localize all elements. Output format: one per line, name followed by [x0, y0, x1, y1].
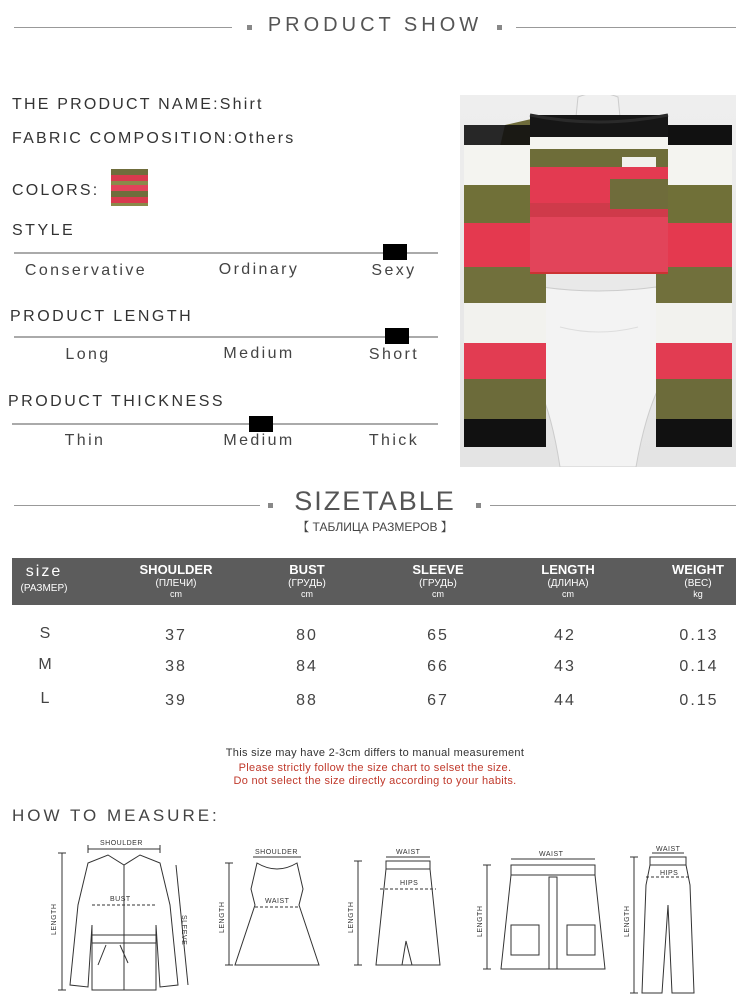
header-size — [12, 558, 76, 594]
row-s-sleeve: 65 — [427, 627, 449, 644]
jacket-length-label: LENGTH — [51, 903, 58, 935]
how-to-measure-title: HOW TO MEASURE: — [12, 806, 220, 825]
sizetable-square-right — [476, 503, 481, 508]
thickness-scale-marker — [249, 416, 273, 432]
header-size-ru: (РАЗМЕР) — [20, 583, 68, 594]
style-option-sexy: Sexy — [371, 262, 417, 279]
row-m-size: M — [38, 656, 52, 673]
thickness-option-thick: Thick — [368, 432, 420, 449]
length-option-medium: Medium — [223, 345, 295, 362]
fabric-value: Others — [234, 130, 296, 147]
header-bust-label: BUST — [289, 562, 325, 577]
colors-label: COLORS: — [12, 182, 100, 199]
shorts-waist-label: WAIST — [539, 851, 564, 858]
dress-length-label: LENGTH — [219, 901, 226, 933]
header-sleeve-unit: cm — [432, 589, 444, 599]
header-rule-right — [516, 27, 736, 28]
header-bust — [242, 558, 372, 599]
row-l-sleeve: 67 — [427, 692, 449, 709]
note-warning-1: Please strictly follow the size chart to selset the size. — [238, 762, 512, 774]
jacket-shoulder-label: SHOULDER — [100, 840, 143, 847]
length-option-short: Short — [368, 346, 420, 363]
color-swatch — [111, 169, 148, 206]
thickness-scale-line — [12, 423, 438, 425]
length-label: PRODUCT LENGTH — [10, 308, 194, 325]
fabric-composition — [12, 130, 295, 148]
header-sleeve — [373, 558, 503, 599]
pants-length-label: LENGTH — [624, 905, 631, 937]
row-s-length: 42 — [554, 627, 576, 644]
note-measurement: This size may have 2-3cm differs to manual measurement — [225, 747, 525, 759]
skirt-length-label: LENGTH — [348, 901, 355, 933]
row-m-bust: 84 — [296, 658, 318, 675]
sizetable-subtitle: 【 ТАБЛИЦА РАЗМЕРОВ 】 — [297, 520, 453, 534]
style-scale-marker — [383, 244, 407, 260]
header-square-right — [497, 25, 502, 30]
thickness-label: PRODUCT THICKNESS — [8, 393, 226, 410]
row-l-bust: 88 — [296, 692, 318, 709]
header-weight-ru: (ВЕС) — [684, 578, 712, 589]
row-s-weight: 0.13 — [679, 627, 719, 644]
style-option-conservative: Conservative — [24, 262, 148, 279]
header-sleeve-label: SLEEVE — [412, 562, 464, 577]
sizetable-rule-right — [490, 505, 736, 506]
row-l-length: 44 — [554, 692, 576, 709]
pants-hips-label: HIPS — [660, 870, 679, 877]
product-photo — [460, 95, 736, 467]
header-shoulder-ru: (ПЛЕЧИ) — [155, 578, 197, 589]
row-m-length: 43 — [554, 658, 576, 675]
table-header — [12, 558, 736, 605]
header-length — [503, 558, 633, 599]
style-label: STYLE — [12, 222, 76, 239]
row-s-size: S — [39, 625, 51, 642]
product-photo-graphic — [460, 95, 736, 467]
header-sleeve-ru: (ГРУДЬ) — [419, 578, 457, 589]
header-size-label: size — [25, 563, 63, 580]
row-l-weight: 0.15 — [679, 692, 719, 709]
jacket-sleeve-label: SLEEVE — [180, 915, 187, 946]
header-length-ru: (ДЛИНА) — [547, 578, 589, 589]
product-name-label: THE PRODUCT NAME: — [12, 96, 220, 113]
skirt-hips-label: HIPS — [400, 880, 419, 887]
header-length-unit: cm — [562, 589, 574, 599]
shorts-length-label: LENGTH — [477, 905, 484, 937]
header-weight-label: WEIGHT — [672, 562, 724, 577]
length-scale-line — [14, 336, 438, 338]
row-s-shoulder: 37 — [165, 627, 187, 644]
style-option-ordinary: Ordinary — [218, 261, 300, 278]
header-weight-unit: kg — [693, 589, 703, 599]
row-s-bust: 80 — [296, 627, 318, 644]
header-bust-unit: cm — [301, 589, 313, 599]
jacket-diagram — [48, 835, 198, 995]
pants-waist-label: WAIST — [656, 846, 681, 853]
shorts-diagram — [475, 845, 625, 995]
note-warning-2: Do not select the size directly according to your habits. — [233, 775, 517, 787]
length-option-long: Long — [65, 346, 111, 363]
row-m-sleeve: 66 — [427, 658, 449, 675]
pants-diagram — [620, 845, 710, 1000]
header-shoulder-label: SHOULDER — [139, 562, 213, 577]
skirt-diagram — [342, 845, 452, 995]
jacket-bust-label: BUST — [110, 896, 131, 903]
dress-shoulder-label: SHOULDER — [255, 849, 298, 856]
length-scale-marker — [385, 328, 409, 344]
row-m-shoulder: 38 — [165, 658, 187, 675]
row-l-size: L — [40, 690, 50, 707]
fabric-label: FABRIC COMPOSITION: — [12, 130, 235, 147]
dress-waist-label: WAIST — [265, 898, 290, 905]
thickness-option-medium: Medium — [223, 432, 295, 449]
row-m-weight: 0.14 — [679, 658, 719, 675]
header-shoulder — [111, 558, 241, 599]
header-length-label: LENGTH — [541, 562, 595, 577]
page-title: PRODUCT SHOW — [267, 14, 483, 36]
header-shoulder-unit: cm — [170, 589, 182, 599]
header-weight — [633, 558, 750, 599]
style-scale-line — [14, 252, 438, 254]
product-name — [12, 96, 264, 114]
row-l-shoulder: 39 — [165, 692, 187, 709]
product-name-value: Shirt — [219, 96, 264, 113]
dress-diagram — [215, 845, 325, 995]
skirt-waist-label: WAIST — [396, 849, 421, 856]
header-bust-ru: (ГРУДЬ) — [288, 578, 326, 589]
sizetable-title: SIZETABLE — [294, 486, 456, 516]
thickness-option-thin: Thin — [64, 432, 106, 449]
